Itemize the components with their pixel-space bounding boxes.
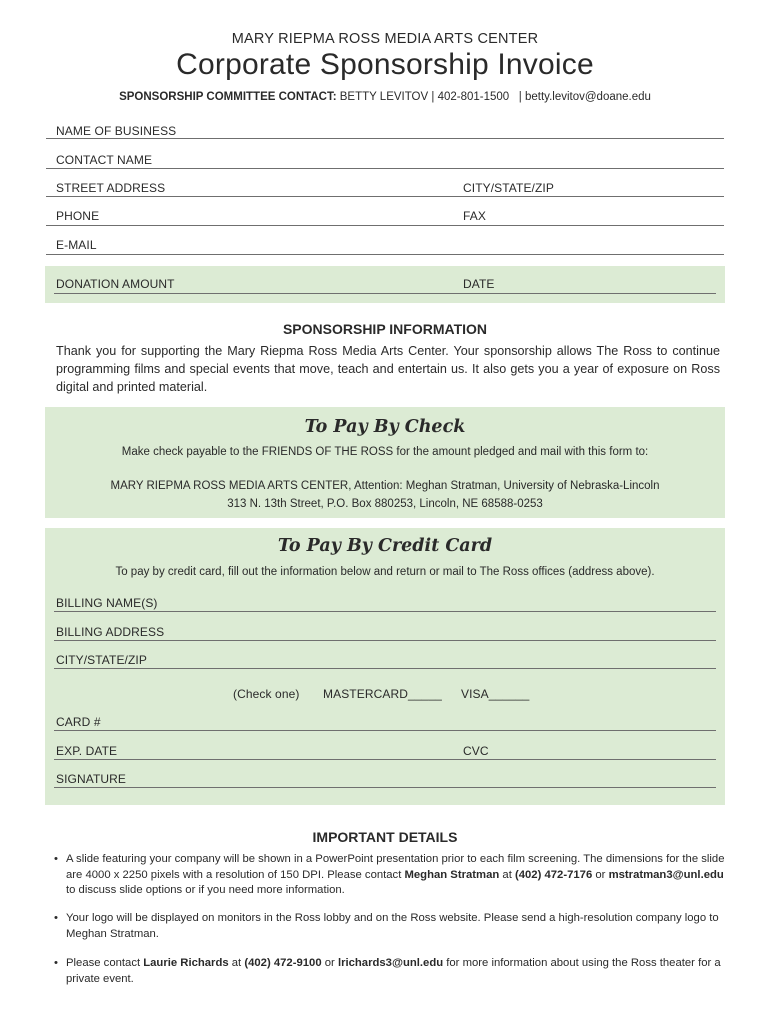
contact-email: betty.levitov@doane.edu: [525, 91, 651, 103]
card-number-field[interactable]: [54, 730, 716, 731]
bullet-dot: •: [54, 912, 58, 924]
visa-option[interactable]: VISA______: [461, 687, 530, 701]
bullet-dot: •: [54, 853, 58, 865]
detail-bullet-theater: [54, 956, 732, 987]
page-title: Corporate Sponsorship Invoice: [176, 48, 594, 81]
bullet-dot: •: [54, 957, 58, 969]
email-field[interactable]: [46, 254, 724, 255]
organization-name: MARY RIEPMA ROSS MEDIA ARTS CENTER: [231, 31, 539, 47]
email-label: E-MAIL: [56, 238, 97, 252]
exp-date-field[interactable]: [54, 759, 716, 760]
contact-email-laurie: lrichards3@unl.edu: [337, 957, 444, 969]
bullet-text: A slide featuring your company will be shown in a PowerPoint presentation prior to each film screening. The dimensions for the slide are 4000 x 2250 pixels with a resolution of 150 DPI. Please contact: [66, 853, 725, 881]
cvc-label: CVC: [463, 744, 489, 758]
contact-name-field[interactable]: [46, 168, 724, 169]
donation-amount-label: DONATION AMOUNT: [56, 277, 175, 291]
contact-name-laurie: Laurie Richards: [143, 957, 229, 969]
billing-names-label: BILLING NAME(S): [56, 596, 158, 610]
billing-city-state-zip-label: CITY/STATE/ZIP: [56, 653, 147, 667]
mastercard-option[interactable]: MASTERCARD_____: [323, 687, 442, 701]
detail-bullet-logo: [54, 911, 732, 942]
separator: |: [518, 91, 522, 103]
check-address-line2: 313 N. 13th Street, P.O. Box 880253, Lincoln, NE 68588-0253: [227, 498, 543, 510]
pay-by-credit-card-heading: To Pay By Credit Card: [277, 536, 493, 556]
billing-address-label: BILLING ADDRESS: [56, 625, 165, 639]
check-address-line1: MARY RIEPMA ROSS MEDIA ARTS CENTER, Attention: Meghan Stratman, University of Nebraska-Lincoln: [110, 480, 660, 492]
bullet-text: at: [499, 868, 515, 881]
phone-field[interactable]: [46, 225, 724, 226]
phone-label: PHONE: [56, 209, 100, 223]
bullet-text: at: [228, 957, 245, 969]
contact-name-meghan: Meghan Stratman: [404, 868, 500, 881]
billing-names-field[interactable]: [54, 611, 716, 612]
contact-phone: 402-801-1500: [437, 91, 510, 103]
billing-city-state-zip-field[interactable]: [54, 668, 716, 669]
bullet-text: or: [321, 957, 338, 969]
important-details-heading: IMPORTANT DETAILS: [312, 829, 458, 845]
date-label: DATE: [463, 277, 495, 291]
bullet-text: Please contact: [66, 957, 144, 969]
signature-label: SIGNATURE: [56, 772, 127, 786]
contact-label: SPONSORSHIP COMMITTEE CONTACT:: [119, 91, 337, 103]
billing-address-field[interactable]: [54, 640, 716, 641]
bullet-text: for more information about using the Ross theater for a private event.: [66, 957, 721, 985]
contact-email-meghan: mstratman3@unl.edu: [608, 868, 724, 881]
donation-amount-field[interactable]: [54, 293, 716, 294]
street-address-field[interactable]: [46, 196, 724, 197]
exp-date-label: EXP. DATE: [56, 744, 118, 758]
name-of-business-field[interactable]: [46, 138, 724, 139]
sponsorship-heading: SPONSORSHIP INFORMATION: [282, 321, 488, 337]
signature-field[interactable]: [54, 787, 716, 788]
name-of-business-label: NAME OF BUSINESS: [56, 124, 177, 138]
bullet-text: Your logo will be displayed on monitors in the Ross lobby and on the Ross website. Please send a high-resolution company logo to Meghan Stratman.: [66, 912, 719, 940]
fax-label: FAX: [463, 209, 486, 223]
credit-card-instruction: To pay by credit card, fill out the information below and return or mail to The Ross offices (address above).: [115, 566, 655, 578]
sponsorship-text: Thank you for supporting the Mary Riepma Ross Media Arts Center. Your sponsorship allows The Ross to continue programming films and special events that move, teach and entertain us. It also gets you a year of exposure on Ross digital and printed material.: [56, 344, 720, 394]
check-instruction: Make check payable to the FRIENDS OF THE ROSS for the amount pledged and mail with this form to:: [121, 446, 649, 458]
contact-name-label: CONTACT NAME: [56, 153, 153, 167]
city-state-zip-label: CITY/STATE/ZIP: [463, 181, 554, 195]
detail-bullet-slide: [54, 852, 732, 899]
contact-phone-laurie: (402) 472-9100: [244, 957, 322, 969]
contact-phone-meghan: (402) 472-7176: [514, 868, 593, 881]
street-address-label: STREET ADDRESS: [56, 181, 166, 195]
bullet-text: to discuss slide options or if you need more information.: [66, 884, 345, 896]
separator: |: [431, 91, 435, 103]
contact-name: BETTY LEVITOV: [339, 91, 429, 103]
pay-by-check-heading: To Pay By Check: [304, 417, 466, 437]
committee-contact: [0, 91, 770, 103]
card-number-label: CARD #: [56, 715, 101, 729]
check-one-label: (Check one): [233, 687, 300, 701]
bullet-text: or: [592, 868, 609, 881]
